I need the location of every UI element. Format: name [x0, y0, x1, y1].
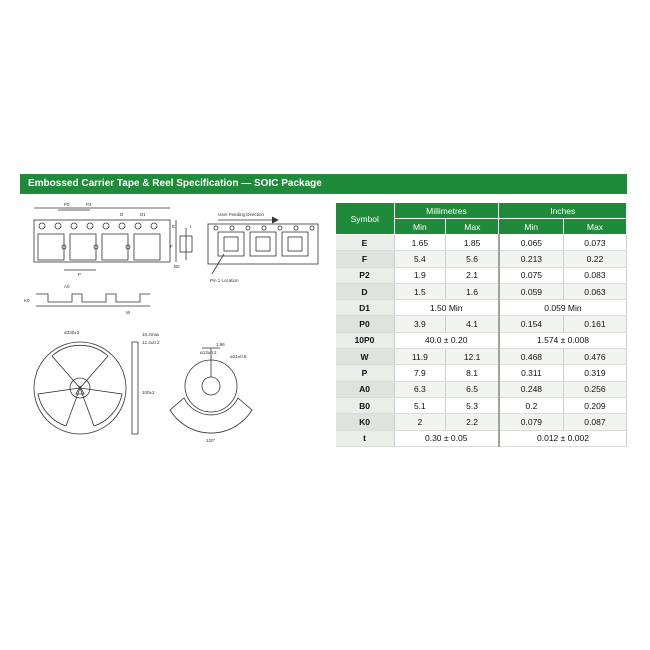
mm-max: 1.85: [446, 235, 499, 251]
header-symbol: Symbol: [336, 203, 395, 235]
mm-span: 0.30 ± 0.05: [394, 430, 499, 446]
in-max: 0.319: [563, 365, 626, 381]
in-max: 0.063: [563, 283, 626, 299]
row-symbol: W: [336, 349, 395, 365]
row-symbol: D1: [336, 300, 395, 316]
in-span: 0.059 Min: [499, 300, 627, 316]
in-max: 0.087: [563, 414, 626, 430]
in-min: 0.468: [499, 349, 563, 365]
mm-span: 40.0 ± 0.20: [394, 332, 499, 348]
mm-max: 6.5: [446, 381, 499, 397]
in-span: 1.574 ± 0.008: [499, 332, 627, 348]
reel-label: 16.4max: [142, 332, 160, 337]
in-span: 0.012 ± 0.002: [499, 430, 627, 446]
in-min: 0.075: [499, 267, 563, 283]
mm-min: 5.4: [394, 251, 446, 267]
dim-label: K0: [24, 298, 30, 303]
mm-max: 2.2: [446, 414, 499, 430]
mm-max: 4.1: [446, 316, 499, 332]
pin1-label: Pin 1 Location: [210, 278, 239, 283]
table-row: [336, 251, 627, 267]
subheader-mm-min: Min: [394, 219, 446, 235]
in-max: 0.476: [563, 349, 626, 365]
in-max: 0.161: [563, 316, 626, 332]
mm-max: 5.3: [446, 397, 499, 413]
dim-label: B0: [174, 264, 180, 269]
mm-min: 3.9: [394, 316, 446, 332]
subheader-in-min: Min: [499, 219, 563, 235]
row-symbol: B0: [336, 397, 395, 413]
in-max: 0.209: [563, 397, 626, 413]
mm-min: 1.9: [394, 267, 446, 283]
subheader-in-max: Max: [563, 219, 626, 235]
mm-max: 8.1: [446, 365, 499, 381]
row-symbol: 10P0: [336, 332, 395, 348]
mm-max: 5.6: [446, 251, 499, 267]
in-max: 0.256: [563, 381, 626, 397]
in-min: 0.154: [499, 316, 563, 332]
reel-label: 100±2: [142, 390, 155, 395]
table-row: [336, 349, 627, 365]
mm-span: 1.50 Min: [394, 300, 499, 316]
in-min: 0.311: [499, 365, 563, 381]
dim-label: D: [120, 212, 124, 217]
feeding-direction-label: User Feeding Direction: [218, 212, 265, 217]
mm-max: 2.1: [446, 267, 499, 283]
mm-max: 1.6: [446, 283, 499, 299]
reel-label: 12.4±0.2: [142, 340, 160, 345]
section-title: Embossed Carrier Tape & Reel Specification — SOIC Package: [20, 174, 627, 194]
reel-label: ø330±3: [64, 330, 80, 335]
dim-label: P0: [64, 202, 70, 207]
mm-min: 11.9: [394, 349, 446, 365]
mm-min: 5.1: [394, 397, 446, 413]
row-symbol: A0: [336, 381, 395, 397]
row-symbol: F: [336, 251, 395, 267]
table-row: [336, 397, 627, 413]
row-symbol: K0: [336, 414, 395, 430]
spec-table: [335, 202, 627, 447]
dim-label: t: [190, 224, 192, 229]
in-min: 0.065: [499, 235, 563, 251]
in-min: 0.213: [499, 251, 563, 267]
in-min: 0.248: [499, 381, 563, 397]
table-row: [336, 430, 627, 446]
table-row: [336, 414, 627, 430]
table-row: [336, 316, 627, 332]
mm-min: 1.5: [394, 283, 446, 299]
mm-min: 1.65: [394, 235, 446, 251]
tape-reel-drawing: [20, 198, 330, 448]
dim-label: A0: [64, 284, 70, 289]
in-max: 0.073: [563, 235, 626, 251]
table-row: [336, 283, 627, 299]
row-symbol: P2: [336, 267, 395, 283]
table-row: [336, 381, 627, 397]
header-in: Inches: [499, 203, 627, 219]
row-symbol: D: [336, 283, 395, 299]
in-min: 0.079: [499, 414, 563, 430]
in-min: 0.2: [499, 397, 563, 413]
subheader-mm-max: Max: [446, 219, 499, 235]
reel-label: ø13±0.2: [200, 350, 217, 355]
table-row: [336, 365, 627, 381]
dim-label: E: [172, 224, 176, 229]
row-symbol: t: [336, 430, 395, 446]
mm-max: 12.1: [446, 349, 499, 365]
mm-min: 7.9: [394, 365, 446, 381]
header-mm: Millimetres: [394, 203, 499, 219]
row-symbol: P0: [336, 316, 395, 332]
table-row: [336, 300, 627, 316]
reel-label: 1.96: [216, 342, 225, 347]
table-row: [336, 267, 627, 283]
in-max: 0.083: [563, 267, 626, 283]
dim-label: W: [126, 310, 131, 315]
dim-label: F: [170, 244, 173, 249]
reel-label: ø21±0.8: [230, 354, 247, 359]
dim-label: D1: [140, 212, 146, 217]
mm-min: 2: [394, 414, 446, 430]
dim-label: P: [78, 272, 82, 277]
row-symbol: P: [336, 365, 395, 381]
in-max: 0.22: [563, 251, 626, 267]
in-min: 0.059: [499, 283, 563, 299]
row-symbol: E: [336, 235, 395, 251]
mm-min: 6.3: [394, 381, 446, 397]
table-row: [336, 332, 627, 348]
reel-label: 120°: [206, 438, 216, 443]
table-row: [336, 235, 627, 251]
dim-label: P2: [86, 202, 92, 207]
